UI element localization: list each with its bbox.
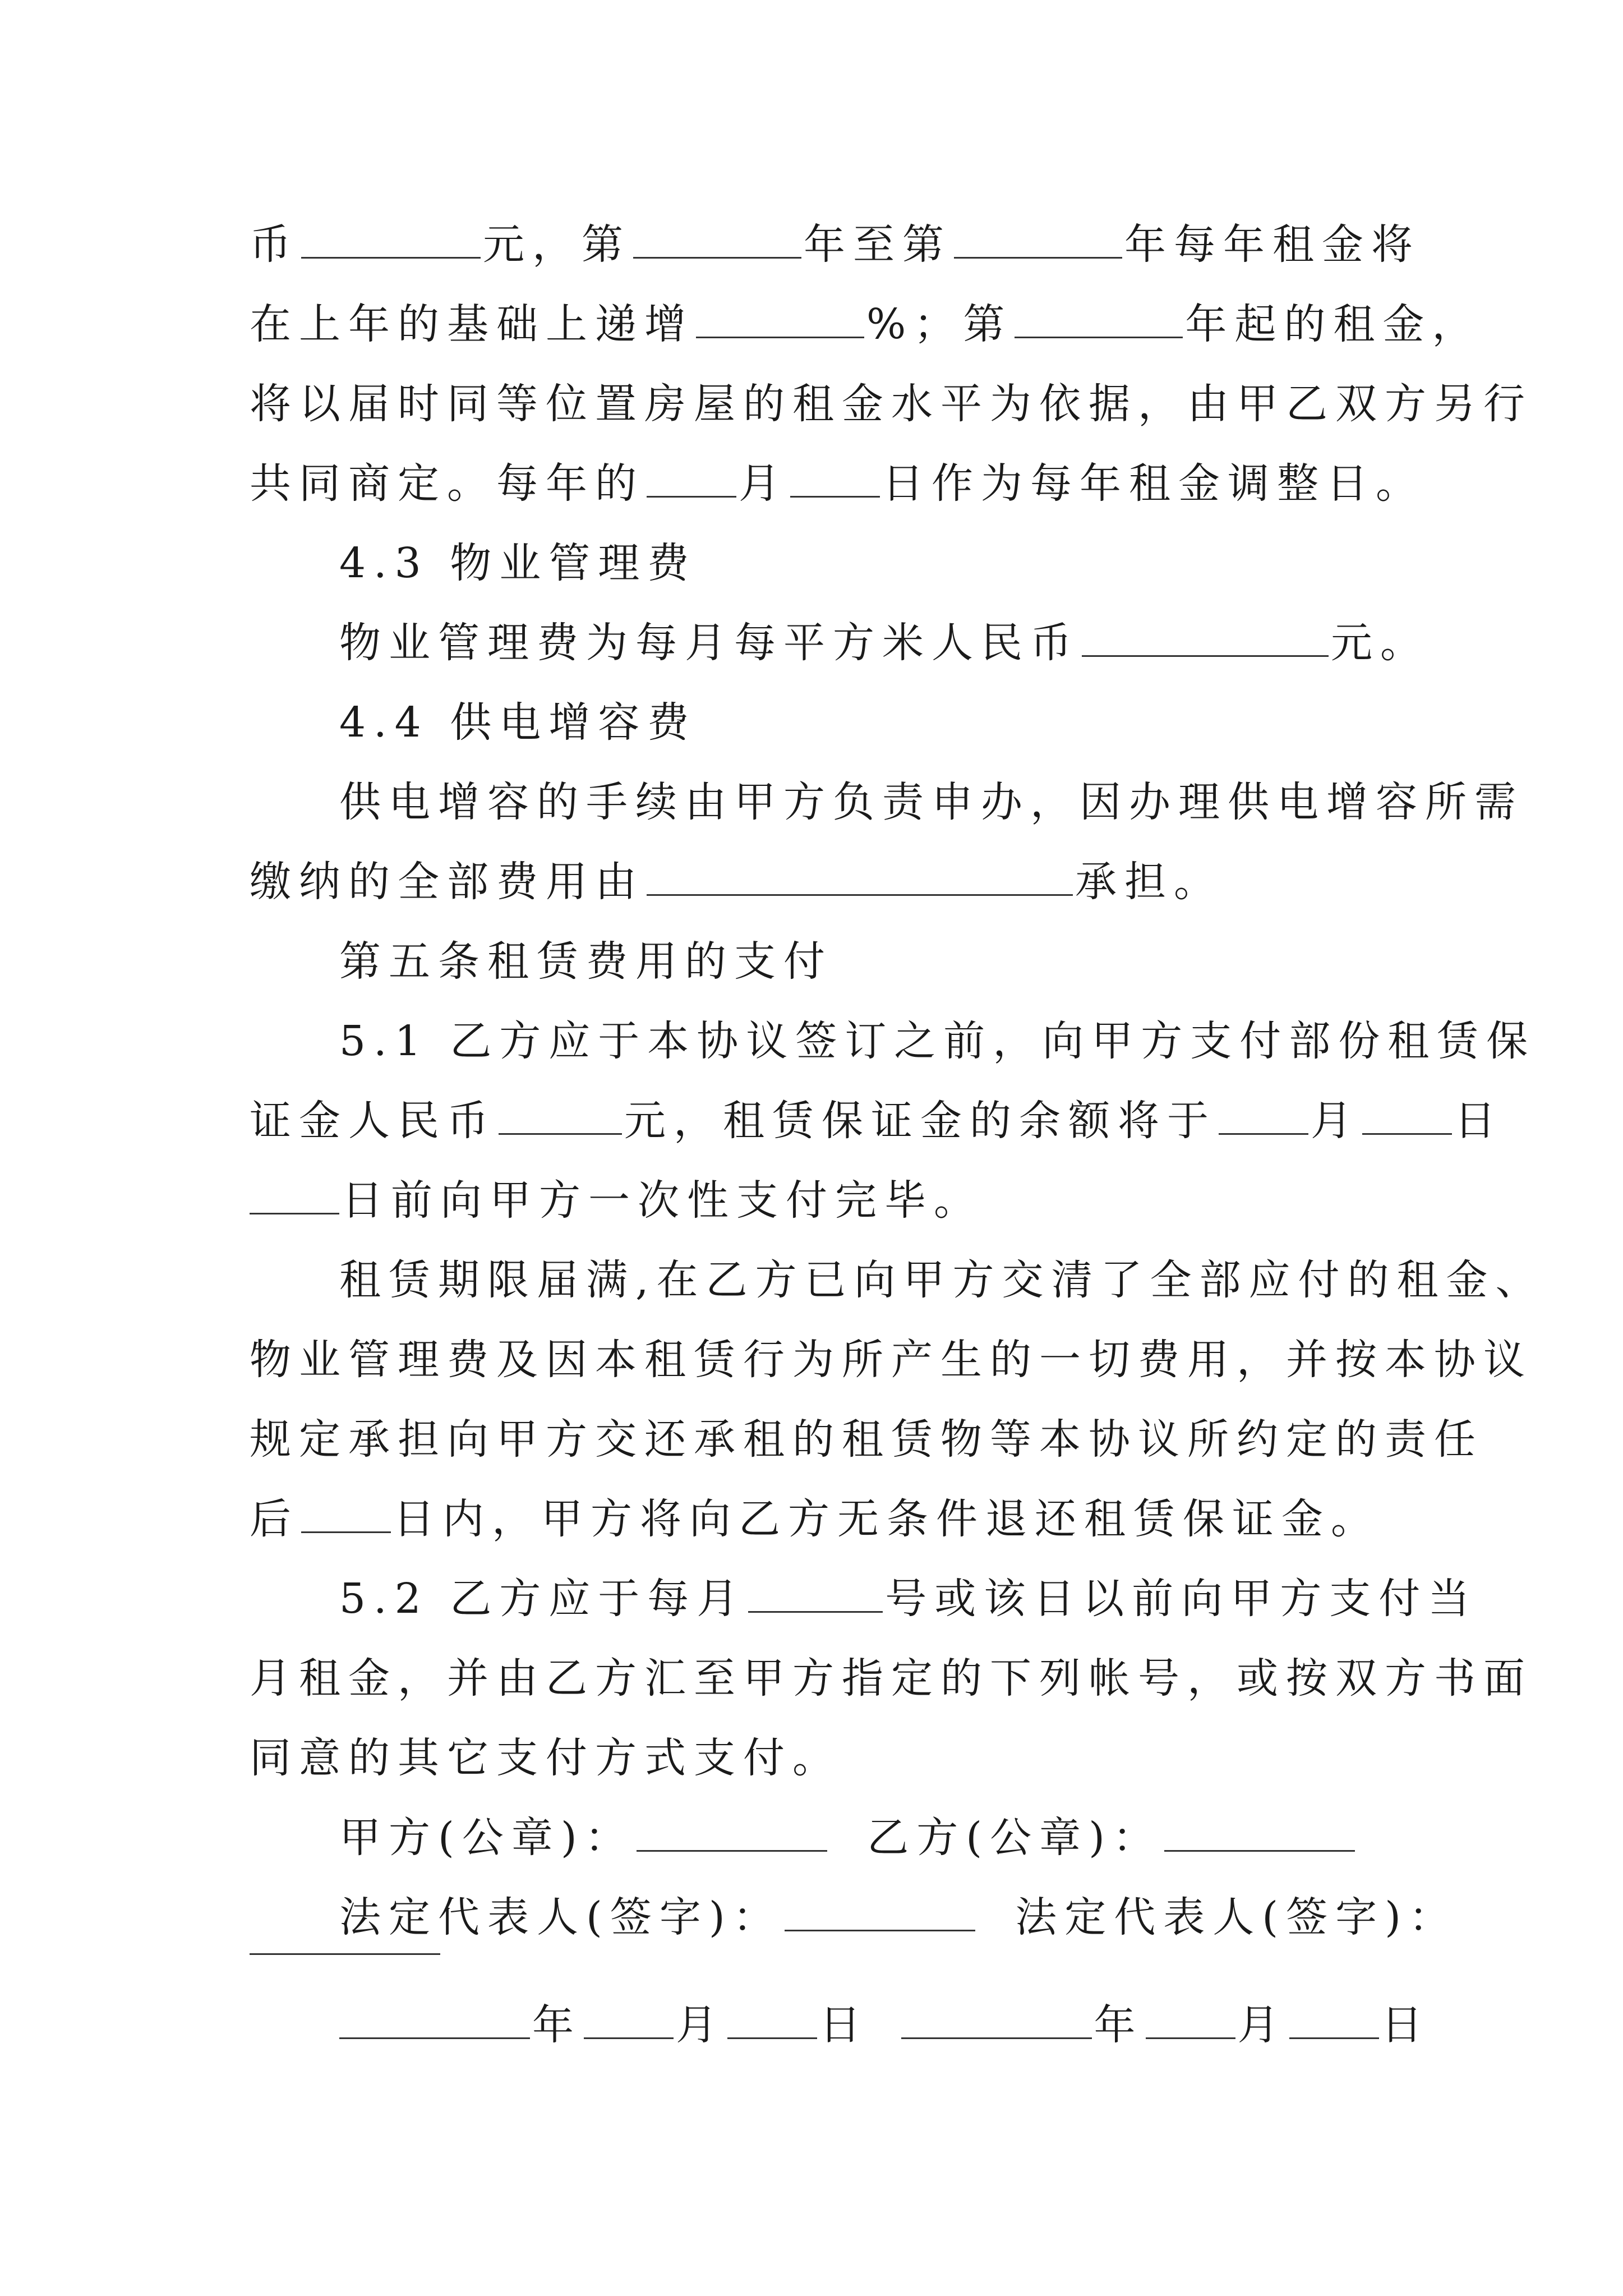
text-line	[250, 854, 1223, 910]
text-line	[250, 1093, 1504, 1149]
text-segment: 元，第	[483, 220, 631, 269]
fill-blank	[1164, 1815, 1355, 1852]
signature-line	[339, 1810, 1357, 1866]
text-segment: 元。	[1331, 619, 1430, 667]
fill-blank	[250, 1178, 339, 1214]
text-line: 物业管理费及因本租赁行为所产生的一切费用，并按本协议	[250, 1336, 1533, 1384]
text-segment: 在上年的基础上递增	[250, 300, 694, 348]
fill-blank	[301, 1497, 391, 1533]
fill-blank	[748, 1576, 883, 1613]
fill-blank	[647, 461, 736, 498]
fill-blank	[1146, 2003, 1235, 2039]
fill-blank	[785, 1895, 975, 1931]
text-segment: 承担。	[1075, 858, 1223, 906]
text-line	[339, 1571, 1477, 1627]
text-segment: 日	[1381, 2001, 1431, 2049]
fill-blank	[954, 222, 1122, 259]
text-segment: 后	[250, 1495, 299, 1543]
fill-blank	[1082, 620, 1329, 657]
text-segment: 月	[739, 459, 788, 508]
party-a-rep-label: 法定代表人(签字)：	[339, 1893, 782, 1941]
text-segment: 日前向甲方一次性支付完毕。	[342, 1176, 983, 1225]
section-heading: 4.3 物业管理费	[339, 539, 697, 587]
fill-blank	[637, 1815, 827, 1852]
text-line: 租赁期限届满,在乙方已向甲方交清了全部应付的租金、	[339, 1256, 1545, 1304]
text-segment: 币	[250, 220, 299, 269]
text-segment: 年至第	[804, 220, 952, 269]
text-segment: 年	[1094, 2001, 1144, 2049]
text-line: 供电增容的手续由甲方负责申办，因办理供电增容所需	[339, 778, 1524, 826]
text-segment: 日	[1454, 1097, 1504, 1145]
fill-blank	[1015, 302, 1183, 338]
text-segment: 号或该日以前向甲方支付当	[885, 1575, 1478, 1623]
fill-blank	[1289, 2003, 1379, 2039]
text-line: 同意的其它支付方式支付。	[250, 1734, 842, 1782]
fill-blank	[901, 2003, 1092, 2039]
text-line: 5.1 乙方应于本协议签订之前，向甲方支付部份租赁保	[339, 1017, 1536, 1065]
text-segment: 元，租赁保证金的余额将于	[624, 1097, 1216, 1145]
text-line	[339, 615, 1430, 671]
party-a-seal-label: 甲方(公章)：	[339, 1814, 634, 1862]
text-segment: 年起的租金，	[1185, 300, 1482, 348]
text-segment: 年每年租金将	[1124, 220, 1421, 269]
text-line: 规定承担向甲方交还承租的租赁物等本协议所约定的责任	[250, 1415, 1483, 1464]
text-segment: 日内，甲方将向乙方无条件退还租赁保证金。	[393, 1495, 1380, 1543]
text-segment: 缴纳的全部费用由	[250, 858, 644, 906]
text-line: 将以届时同等位置房屋的租金水平为依据，由甲乙双方另行	[250, 380, 1533, 428]
text-line	[250, 455, 1425, 512]
party-b-seal-label: 乙方(公章)：	[867, 1814, 1163, 1862]
fill-blank	[790, 461, 880, 498]
fill-blank	[499, 1098, 622, 1135]
text-segment: 证金人民币	[250, 1097, 496, 1145]
text-segment: 月	[1237, 2001, 1287, 2049]
text-segment: 日作为每年租金调整日。	[882, 459, 1425, 508]
fill-blank	[1362, 1098, 1452, 1135]
text-segment: 年	[532, 2001, 582, 2049]
fill-blank	[633, 222, 801, 259]
text-segment: 物业管理费为每月每平方米人民币	[339, 619, 1080, 667]
fill-blank	[727, 2003, 817, 2039]
fill-blank	[301, 222, 481, 259]
text-segment: 5.2 乙方应于每月	[339, 1575, 746, 1623]
section-heading: 第五条租赁费用的支付	[339, 937, 833, 986]
text-segment: 月	[1311, 1097, 1360, 1145]
fill-blank	[250, 1953, 440, 1955]
fill-blank	[1219, 1098, 1308, 1135]
date-line	[339, 1997, 1431, 2053]
section-heading: 4.4 供电增容费	[339, 698, 697, 747]
text-segment: 月	[676, 2001, 725, 2049]
text-segment: 日	[819, 2001, 869, 2049]
text-line: 月租金，并由乙方汇至甲方指定的下列帐号，或按双方书面	[250, 1654, 1533, 1703]
fill-blank	[647, 859, 1073, 896]
text-line	[250, 217, 1421, 273]
text-line	[250, 296, 1481, 352]
fill-blank	[339, 2003, 530, 2039]
fill-blank	[584, 2003, 674, 2039]
fill-blank	[696, 302, 864, 338]
text-line	[250, 1172, 983, 1228]
text-segment: 共同商定。每年的	[250, 459, 644, 508]
signature-line	[339, 1889, 1458, 1945]
text-segment: %；第	[866, 300, 1013, 348]
text-line	[250, 1491, 1380, 1547]
party-b-rep-label: 法定代表人(签字)：	[1015, 1893, 1459, 1941]
